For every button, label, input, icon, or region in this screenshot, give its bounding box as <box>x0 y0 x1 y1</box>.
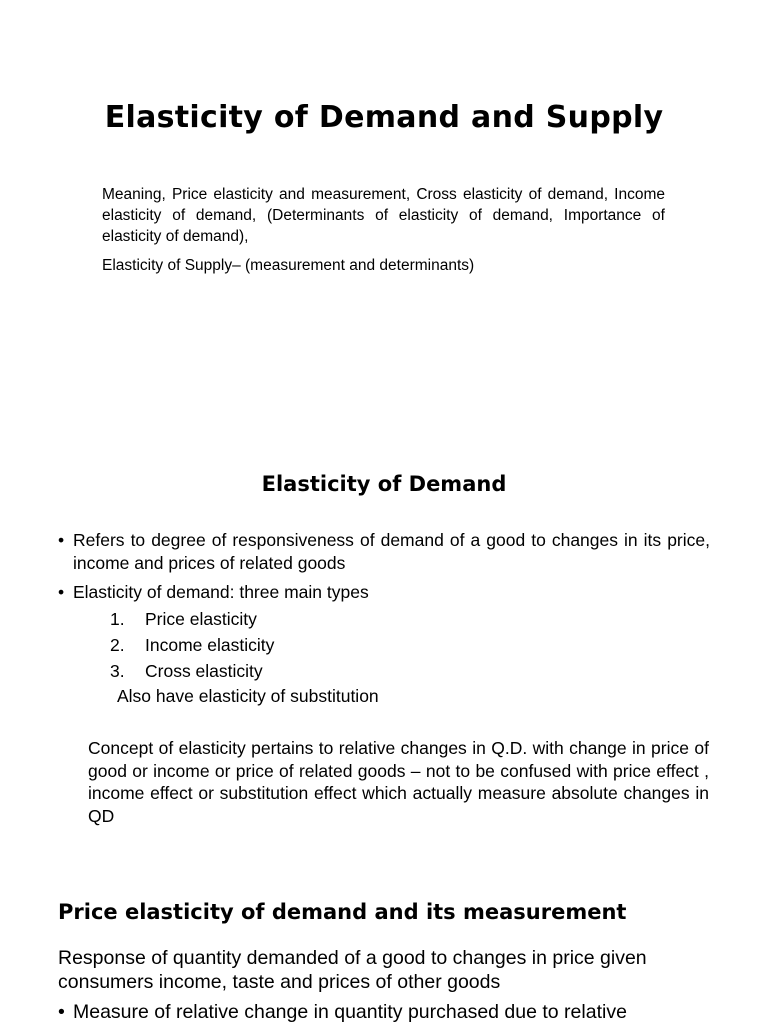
bullet-item: • Measure of relative change in quantity purchased due to relative <box>58 1000 710 1024</box>
list-label: Cross elasticity <box>145 661 263 681</box>
slide-title: Elasticity of Demand and Supply <box>104 100 664 135</box>
note-text: Also have elasticity of substitution <box>117 686 379 706</box>
list-label: Income elasticity <box>145 635 275 655</box>
slide-title: Elasticity of Demand <box>261 472 507 496</box>
bullet-item: • Refers to degree of responsiveness of demand of a good to changes in its price, income and prices of related goods <box>58 529 710 574</box>
numbered-list <box>110 606 274 684</box>
bullet-list <box>58 529 710 611</box>
list-label: Price elasticity <box>145 609 257 629</box>
slide-title: Price elasticity of demand and its measurement <box>58 900 627 924</box>
list-item <box>110 606 274 632</box>
definition-paragraph: Response of quantity demanded of a good to changes in price given consumers income, taste and prices of other goods <box>58 947 647 993</box>
bullet-item: • Elasticity of demand: three main types <box>58 581 710 604</box>
bullet-list <box>58 1000 710 1031</box>
list-number: 2. <box>110 635 125 655</box>
list-number: 3. <box>110 661 125 681</box>
list-number: 1. <box>110 609 125 629</box>
concept-paragraph: Concept of elasticity pertains to relative changes in Q.D. with change in price of good or income or price of related goods – not to be confused with price effect , income effect or substitution effect which actually measure absolute changes in QD <box>88 738 709 827</box>
list-item <box>110 632 274 658</box>
subtitle-paragraph: Elasticity of Supply– (measurement and determinants) <box>102 257 475 274</box>
subtitle-paragraph: Meaning, Price elasticity and measurement, Cross elasticity of demand, Income elasticity of demand, (Determinants of elasticity of demand, Importance of elasticity of demand), <box>102 186 665 245</box>
list-item <box>110 658 274 684</box>
